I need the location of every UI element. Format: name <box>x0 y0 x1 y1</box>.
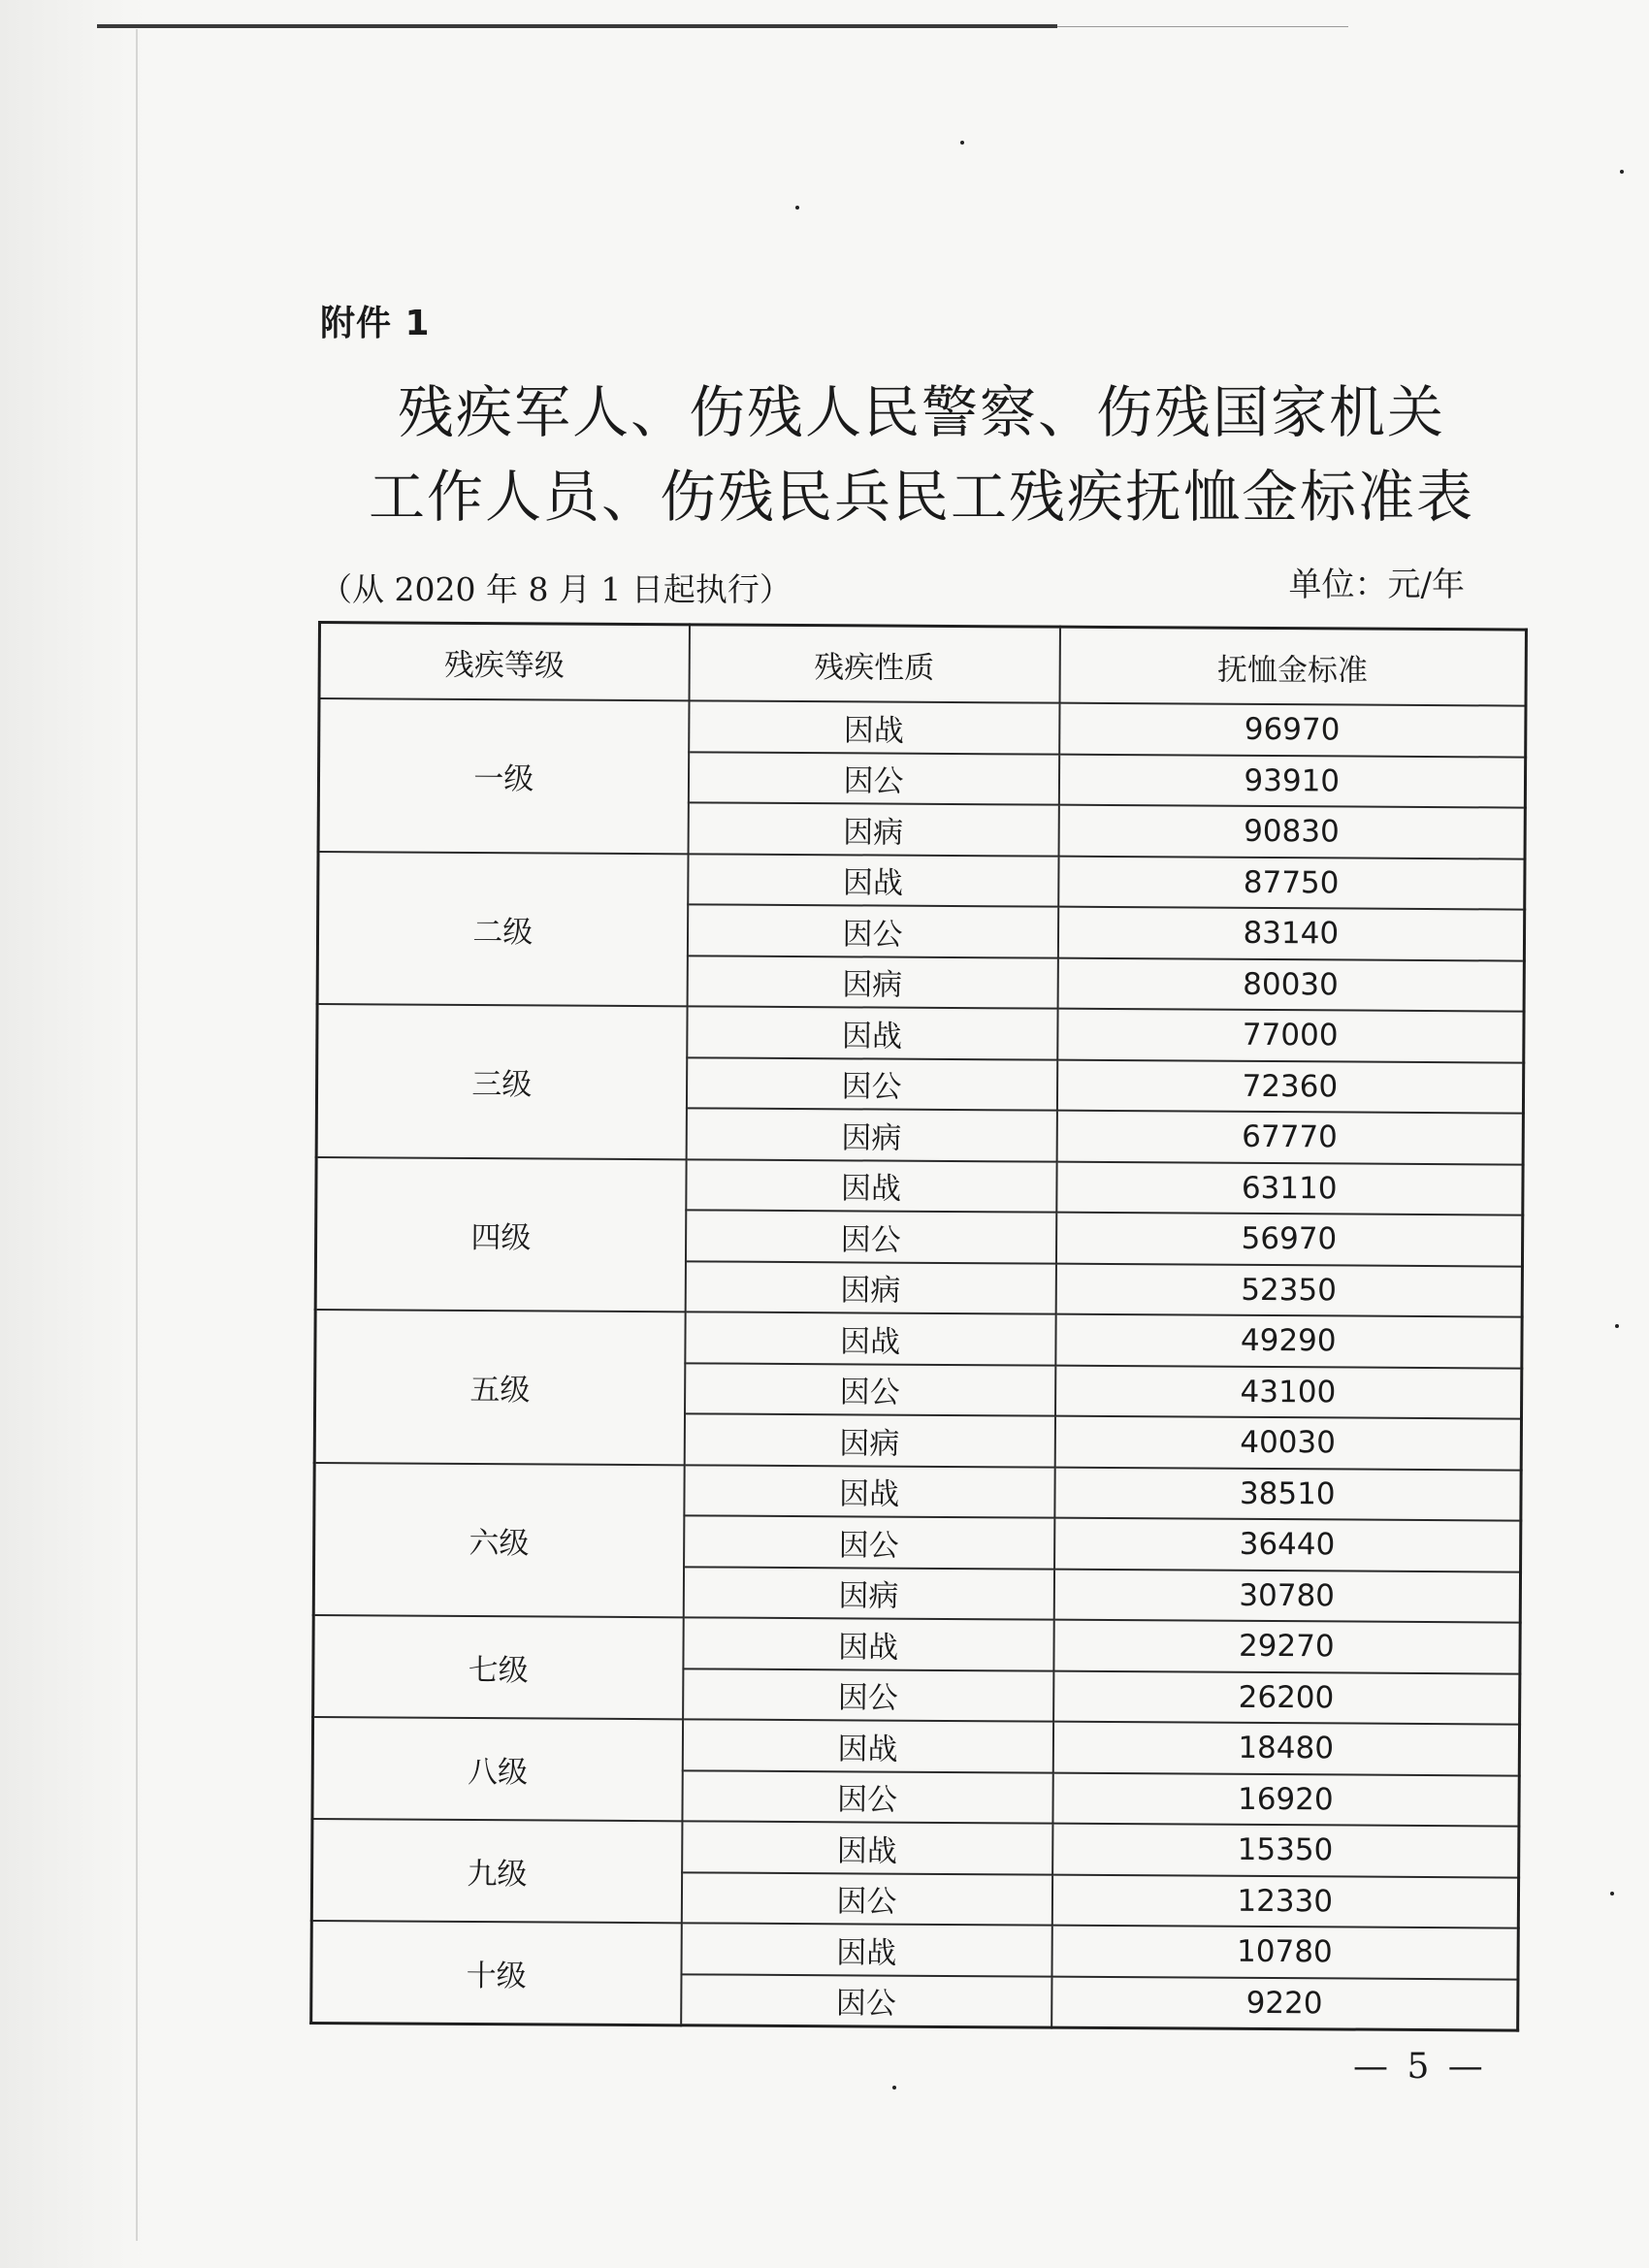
amount-cell: 72360 <box>1056 1059 1523 1113</box>
header-amount: 抚恤金标准 <box>1059 627 1526 705</box>
table-row <box>313 1615 1520 1673</box>
amount-cell: 15350 <box>1052 1824 1519 1877</box>
nature-cell: 因战 <box>682 1719 1052 1772</box>
nature-cell: 因公 <box>681 1974 1051 2027</box>
effective-date-note: （从 2020 年 8 月 1 日起执行） <box>320 570 792 608</box>
scan-top-edge-faint <box>1057 26 1348 27</box>
amount-cell: 18480 <box>1052 1722 1519 1775</box>
grade-cell: 四级 <box>315 1156 686 1312</box>
table-row <box>316 1156 1523 1215</box>
unit-note: 单位：元/年 <box>1288 566 1465 604</box>
grade-cell: 十级 <box>311 1921 682 2025</box>
amount-cell: 12330 <box>1051 1874 1518 1928</box>
scan-speck <box>1620 170 1624 174</box>
scan-speck <box>1610 1892 1614 1895</box>
nature-cell: 因公 <box>686 1210 1056 1263</box>
header-nature: 残疾性质 <box>689 625 1059 703</box>
grade-cell: 五级 <box>314 1310 685 1465</box>
grade-cell: 一级 <box>318 698 689 854</box>
nature-cell: 因公 <box>685 1363 1055 1416</box>
table-row <box>314 1462 1521 1520</box>
scan-speck <box>795 206 799 210</box>
attachment-label: 附件 1 <box>320 304 431 343</box>
grade-cell: 九级 <box>311 1819 682 1923</box>
pension-standard-table <box>309 621 1528 2032</box>
nature-cell: 因病 <box>683 1567 1053 1620</box>
nature-cell: 因病 <box>687 956 1057 1009</box>
nature-cell: 因病 <box>685 1261 1055 1314</box>
nature-cell: 因战 <box>686 1159 1056 1213</box>
scan-binding-line <box>136 29 138 2241</box>
amount-cell: 96970 <box>1059 703 1526 757</box>
nature-cell: 因战 <box>689 700 1059 754</box>
amount-cell: 30780 <box>1053 1569 1520 1622</box>
grade-cell: 六级 <box>313 1462 684 1617</box>
document-title-line-2: 工作人员、伤残民兵民工残疾抚恤金标准表 <box>368 464 1474 530</box>
amount-cell: 67770 <box>1056 1111 1523 1164</box>
table-row <box>319 698 1526 757</box>
table-body <box>311 698 1526 2030</box>
grade-cell: 二级 <box>317 852 688 1007</box>
table-row <box>318 852 1525 910</box>
nature-cell: 因公 <box>681 1872 1051 1926</box>
nature-cell: 因公 <box>688 752 1058 805</box>
table-row <box>312 1819 1519 1877</box>
grade-cell: 三级 <box>316 1004 687 1159</box>
amount-cell: 10780 <box>1051 1926 1518 1979</box>
grade-cell: 八级 <box>312 1717 683 1821</box>
nature-cell: 因病 <box>686 1108 1056 1161</box>
amount-cell: 90830 <box>1058 805 1525 859</box>
amount-cell: 80030 <box>1057 957 1524 1011</box>
amount-cell: 36440 <box>1054 1518 1521 1571</box>
nature-cell: 因战 <box>684 1465 1054 1518</box>
nature-cell: 因战 <box>688 854 1058 907</box>
table-header-row <box>319 623 1526 706</box>
grade-cell: 七级 <box>313 1615 684 1719</box>
nature-cell: 因战 <box>683 1617 1053 1670</box>
scan-top-edge <box>97 24 1057 28</box>
amount-cell: 83140 <box>1057 907 1524 960</box>
nature-cell: 因公 <box>684 1515 1054 1569</box>
amount-cell: 49290 <box>1055 1314 1522 1368</box>
nature-cell: 因公 <box>687 904 1057 957</box>
table-row <box>317 1004 1524 1062</box>
amount-cell: 93910 <box>1058 754 1525 807</box>
nature-cell: 因公 <box>682 1770 1052 1824</box>
nature-cell: 因战 <box>687 1006 1057 1059</box>
table-row <box>315 1310 1522 1368</box>
amount-cell: 56970 <box>1056 1213 1523 1266</box>
nature-cell: 因战 <box>685 1312 1055 1365</box>
amount-cell: 38510 <box>1054 1467 1521 1520</box>
scan-left-shadow <box>0 0 146 2268</box>
amount-cell: 29270 <box>1053 1620 1520 1673</box>
nature-cell: 因病 <box>684 1413 1054 1467</box>
page-number: — 5 — <box>1353 2047 1487 2087</box>
header-grade: 残疾等级 <box>319 623 690 701</box>
amount-cell: 9220 <box>1051 1976 1518 2030</box>
amount-cell: 26200 <box>1053 1670 1520 1724</box>
nature-cell: 因公 <box>686 1057 1056 1111</box>
amount-cell: 16920 <box>1052 1772 1519 1826</box>
nature-cell: 因战 <box>682 1821 1052 1874</box>
scan-speck <box>892 2086 896 2090</box>
nature-cell: 因战 <box>681 1923 1051 1976</box>
amount-cell: 52350 <box>1055 1263 1522 1316</box>
table-row <box>312 1717 1519 1775</box>
nature-cell: 因病 <box>688 802 1058 856</box>
amount-cell: 43100 <box>1055 1365 1522 1418</box>
scan-speck <box>960 141 964 145</box>
nature-cell: 因公 <box>683 1669 1053 1722</box>
amount-cell: 87750 <box>1058 856 1525 909</box>
amount-cell: 63110 <box>1056 1161 1523 1215</box>
table-row <box>311 1921 1518 1979</box>
document-title-line-1: 残疾军人、伤残人民警察、伤残国家机关 <box>397 379 1445 445</box>
amount-cell: 77000 <box>1057 1009 1524 1062</box>
scan-speck <box>1615 1324 1619 1328</box>
amount-cell: 40030 <box>1054 1416 1521 1470</box>
